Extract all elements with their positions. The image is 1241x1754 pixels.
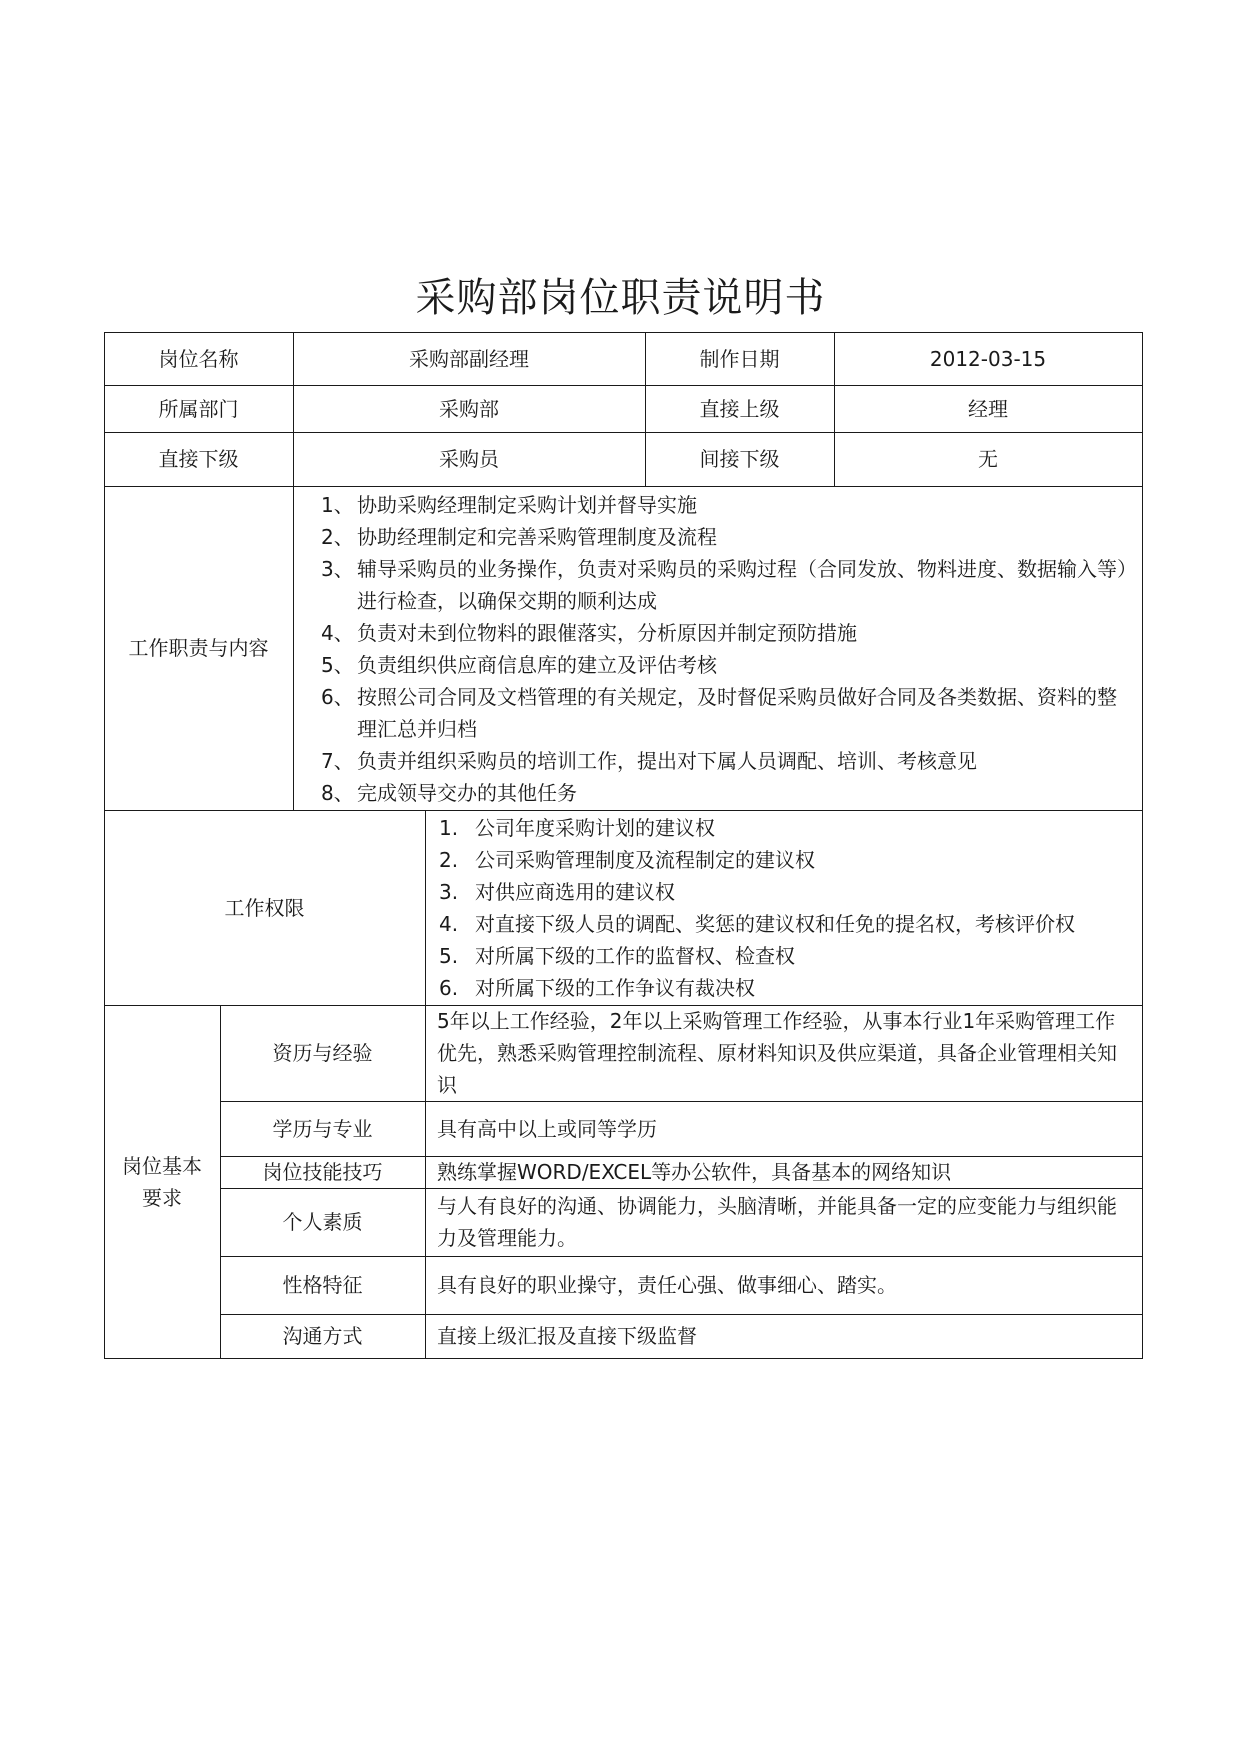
list-item: 2、 协助经理制定和完善采购管理制度及流程 bbox=[321, 525, 717, 549]
requirements-label-line1: 岗位基本 bbox=[122, 1153, 202, 1178]
date-label: 制作日期 bbox=[699, 346, 780, 371]
duties-content bbox=[293, 489, 1142, 810]
indirect-label: 间接下级 bbox=[699, 447, 780, 471]
superior-label: 直接上级 bbox=[699, 396, 780, 421]
list-item: 1、 协助采购经理制定采购计划并督导实施 bbox=[321, 493, 697, 517]
req-value-experience: 5年以上工作经验，2年以上采购管理工作经验，从事本行业1年采购管理工作优先，熟悉采购管理控制流程、原材料知识及供应渠道，具备企业管理相关知识 bbox=[437, 1009, 1117, 1097]
req-label-quality: 个人素质 bbox=[282, 1210, 363, 1234]
subordinate-label: 直接下级 bbox=[158, 447, 239, 471]
list-item: 7、 负责并组织采购员的培训工作，提出对下属人员调配、培训、考核意见 bbox=[321, 749, 977, 773]
list-item: 2. 公司采购管理制度及流程制定的建议权 bbox=[439, 848, 815, 872]
dept-label: 所属部门 bbox=[158, 396, 239, 421]
list-item: 3. 对供应商选用的建议权 bbox=[439, 880, 675, 904]
duties-label: 工作职责与内容 bbox=[128, 636, 269, 660]
req-value-character: 具有良好的职业操守，责任心强、做事细心、踏实。 bbox=[437, 1273, 897, 1297]
date-value: 2012-03-15 bbox=[929, 346, 1047, 371]
req-value-skills: 熟练掌握WORD/EXCEL等办公软件，具备基本的网络知识 bbox=[437, 1160, 952, 1184]
req-value-quality: 与人有良好的沟通、协调能力，头脑清晰，并能具备一定的应变能力与组织能力及管理能力。 bbox=[437, 1194, 1117, 1250]
req-label-education: 学历与专业 bbox=[272, 1116, 373, 1141]
req-value-education: 具有高中以上或同等学历 bbox=[437, 1116, 657, 1141]
subordinate-value: 采购员 bbox=[439, 447, 499, 471]
duties-list bbox=[293, 489, 1134, 809]
superior-value: 经理 bbox=[968, 396, 1008, 421]
req-label-communication: 沟通方式 bbox=[282, 1324, 363, 1348]
post-name-label: 岗位名称 bbox=[158, 346, 239, 371]
page-title: 采购部岗位职责说明书 bbox=[415, 275, 826, 321]
list-item: 8、 完成领导交办的其他任务 bbox=[321, 781, 577, 805]
list-item: 6、 按照公司合同及文档管理的有关规定，及时督促采购员做好合同及各类数据、资料的整理汇总并归档 bbox=[321, 685, 1117, 741]
list-item: 5、 负责组织供应商信息库的建立及评估考核 bbox=[321, 653, 717, 677]
authority-label: 工作权限 bbox=[224, 895, 305, 920]
req-label-skills: 岗位技能技巧 bbox=[262, 1160, 383, 1184]
req-label-character: 性格特征 bbox=[282, 1273, 363, 1297]
list-item: 3、 辅导采购员的业务操作，负责对采购员的采购过程（合同发放、物料进度、数据输入等）进行检查，以确保交期的顺利达成 bbox=[321, 557, 1127, 613]
indirect-value: 无 bbox=[978, 447, 998, 471]
req-value-communication: 直接上级汇报及直接下级监督 bbox=[437, 1324, 697, 1348]
authority-list bbox=[425, 812, 1142, 1004]
list-item: 4. 对直接下级人员的调配、奖惩的建议权和任免的提名权，考核评价权 bbox=[439, 912, 1075, 936]
list-item: 6. 对所属下级的工作争议有裁决权 bbox=[439, 976, 755, 1000]
list-item: 1. 公司年度采购计划的建议权 bbox=[439, 816, 715, 840]
dept-value: 采购部 bbox=[439, 396, 499, 421]
req-label-experience: 资历与经验 bbox=[272, 1041, 373, 1065]
list-item: 5. 对所属下级的工作的监督权、检查权 bbox=[439, 944, 795, 968]
requirements-label bbox=[104, 1005, 220, 1358]
requirements-label-line2: 要求 bbox=[142, 1185, 182, 1210]
authority-content bbox=[425, 812, 1142, 1005]
post-name-value: 采购部副经理 bbox=[409, 346, 529, 371]
list-item: 4、 负责对未到位物料的跟催落实，分析原因并制定预防措施 bbox=[321, 621, 857, 645]
